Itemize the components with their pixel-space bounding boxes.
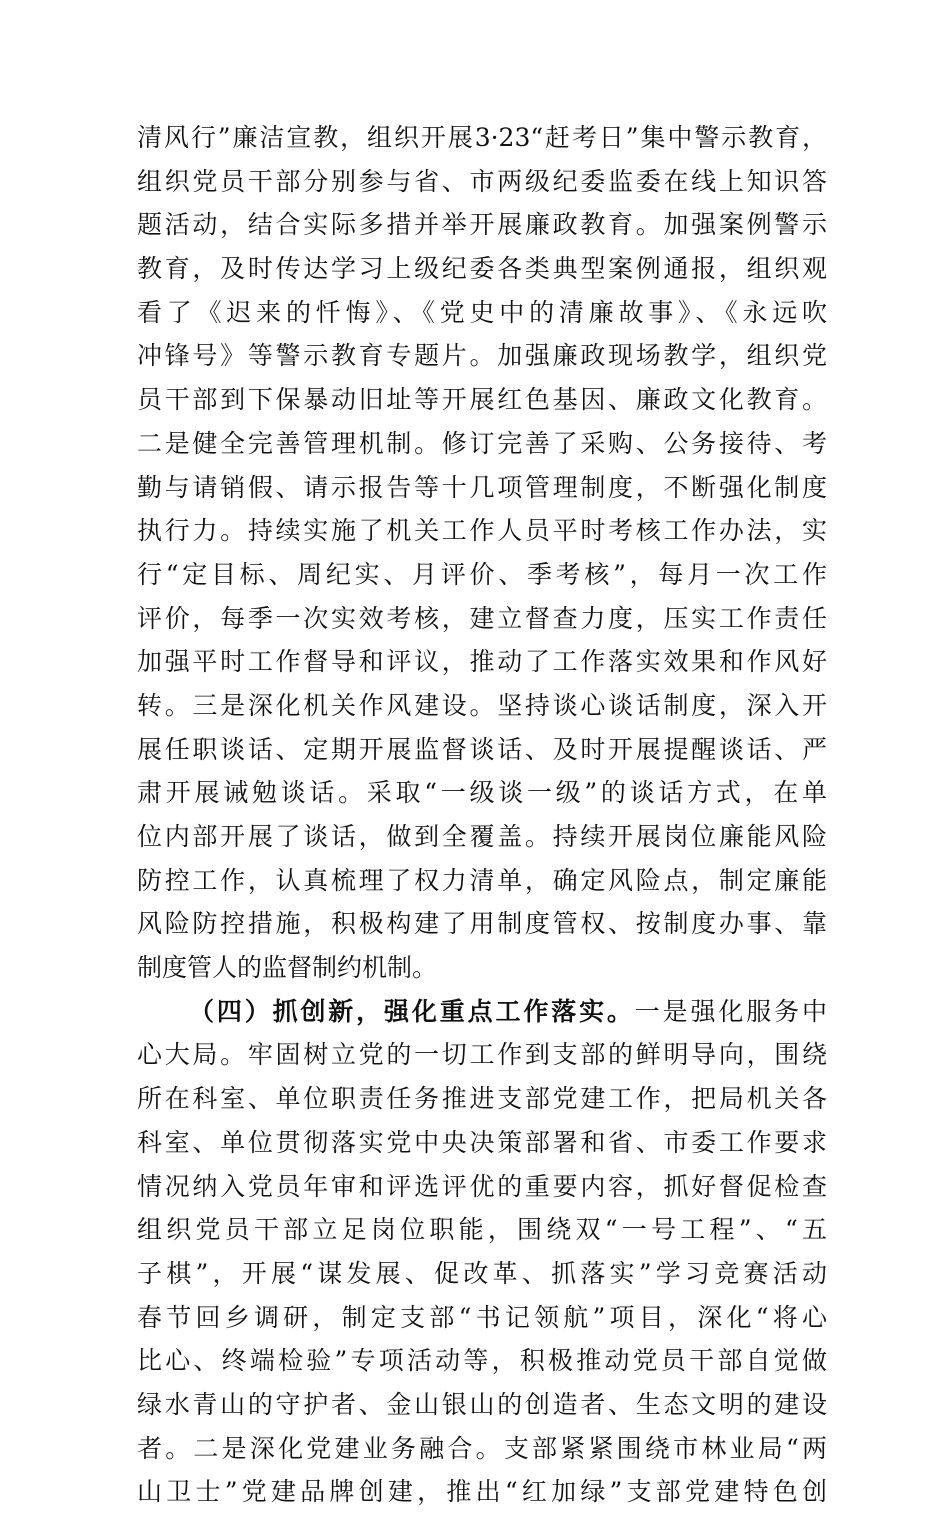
text-line: 肃开展诫勉谈话。采取“一级谈一级”的谈话方式，在单 (137, 778, 827, 808)
text-line: 看了《迟来的忏悔》、《党史中的清廉故事》、《永远吹 (137, 297, 827, 327)
text-line: 员干部到下保暴动旧址等开展红色基因、廉政文化教育。 (137, 385, 827, 415)
text-line: 心大局。牢固树立党的一切工作到支部的鲜明导向，围绕 (137, 1040, 827, 1070)
document-body (137, 116, 827, 1514)
text-line: 执行力。持续实施了机关工作人员平时考核工作办法，实 (137, 516, 827, 546)
text-line: 行“定目标、周纪实、月评价、季考核”，每月一次工作 (137, 559, 827, 589)
text-line: 组织党员干部分别参与省、市两级纪委监委在线上知识答 (137, 166, 827, 196)
text-line: 清风行”廉洁宣教，组织开展3·23“赶考日”集中警示教育， (137, 123, 827, 152)
text-line: 位内部开展了谈话，做到全覆盖。持续开展岗位廉能风险 (137, 822, 827, 851)
text-line: 比心、终端检验”专项活动等，积极推动党员干部自觉做 (137, 1346, 827, 1376)
text-line: 转。三是深化机关作风建设。坚持谈心谈话制度，深入开 (137, 690, 827, 720)
text-line: 山卫士”党建品牌创建，推出“红加绿”支部党建特色创 (137, 1477, 827, 1507)
text-line: 所在科室、单位职责任务推进支部党建工作，把局机关各 (137, 1084, 827, 1114)
paragraph-2 (137, 990, 827, 1514)
section-heading-line (137, 990, 827, 1034)
text-line: 题活动，结合实际多措并举开展廉政教育。加强案例警示 (137, 210, 827, 240)
text-line: 科室、单位贯彻落实党中央决策部署和省、市委工作要求 (137, 1127, 827, 1157)
text-line: 评价，每季一次实效考核，建立督查力度，压实工作责任 (137, 603, 827, 633)
text-line: 绿水青山的守护者、金山银山的创造者、生态文明的建设 (137, 1389, 827, 1419)
text-line: 春节回乡调研，制定支部“书记领航”项目，深化“将心 (137, 1302, 827, 1332)
text-line: 子棋”，开展“谋发展、促改革、抓落实”学习竞赛活动 (137, 1258, 827, 1288)
text-line: 组织党员干部立足岗位职能，围绕双“一号工程”、“五 (137, 1215, 827, 1245)
section-heading: （四）抓创新，强化重点工作落实。 (189, 996, 635, 1026)
paragraph-1 (137, 116, 827, 990)
text-line: 防控工作，认真梳理了权力清单，确定风险点，制定廉能 (137, 865, 827, 895)
text-line: 制度管人的监督制约机制。 (137, 953, 438, 983)
text-line: 教育，及时传达学习上级纪委各类典型案例通报，组织观 (137, 254, 827, 284)
text-line: 勤与请销假、请示报告等十几项管理制度，不断强化制度 (137, 472, 827, 502)
text-run: 一是强化服务中 (634, 996, 827, 1026)
text-line: 冲锋号》等警示教育专题片。加强廉政现场教学，组织党 (137, 341, 827, 371)
text-line: 加强平时工作督导和评议，推动了工作落实效果和作风好 (137, 647, 827, 677)
text-line: 展任职谈话、定期开展监督谈话、及时开展提醒谈话、严 (137, 734, 827, 764)
text-line: 情况纳入党员年审和评选评优的重要内容，抓好督促检查 (137, 1171, 827, 1201)
text-line: 者。二是深化党建业务融合。支部紧紧围绕市林业局“两 (137, 1433, 827, 1463)
text-line: 风险防控措施，积极构建了用制度管权、按制度办事、靠 (137, 909, 827, 939)
text-line: 二是健全完善管理机制。修订完善了采购、公务接待、考 (137, 428, 827, 458)
